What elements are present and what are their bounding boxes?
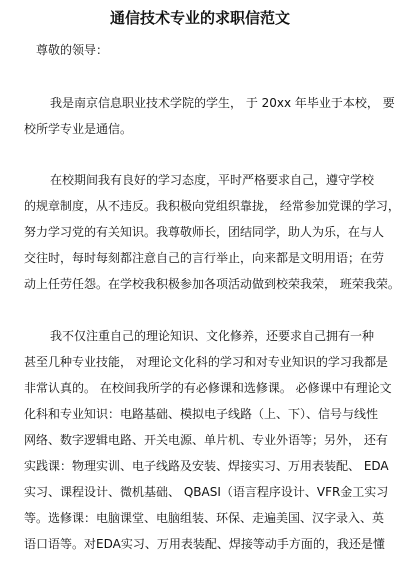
paragraph-1-line-2: 校所学专业是通信。	[24, 122, 133, 136]
paragraph-3-line-1: 我不仅注重自己的理论知识、文化修养，还要求自己拥有一种	[50, 329, 375, 343]
paragraph-3-line-6: 实践课：物理实训、电子线路及安装、焊接实习、万用表装配、 EDA	[24, 459, 389, 473]
paragraph-3-line-5: 网络、数字逻辑电路、开关电源、单片机、专业外语等；另外， 还有	[24, 433, 388, 447]
paragraph-3-line-8: 等。选修课：电脑课堂、电脑组装、环保、走遍美国、汉字录入、英	[24, 511, 385, 525]
paragraph-2-line-3: 努力学习党的有关知识。我尊敬师长，团结同学，助人为乐，在与人	[24, 225, 385, 239]
paragraph-3-line-4: 化科和专业知识：电路基础、模拟电子线路（上、下）、信号与线性	[24, 407, 379, 421]
paragraph-2-line-1: 在校期间我有良好的学习态度，平时严格要求自己，遵守学校	[50, 173, 375, 187]
paragraph-3-line-9: 语口语等。对EDA实习、万用表装配、焊接等动手方面的，我还是懂	[24, 537, 385, 551]
paragraph-2-line-4: 交往时，每时每刻都注意自己的言行举止，向来都是文明用语；在劳	[24, 251, 385, 265]
paragraph-3-line-3: 非常认真的。 在校间我所学的有必修课和选修课。 必修课中有理论文	[24, 381, 392, 395]
paragraph-2-line-2: 的规章制度，从不违反。我积极向党组织靠拢， 经常参加党课的学习，	[24, 199, 400, 213]
document-title: 通信技术专业的求职信范文	[109, 9, 290, 27]
paragraph-3-line-7: 实习、课程设计、微机基础、 QBASI（语言程序设计、VFR金工实习	[24, 485, 389, 499]
paragraph-1-line-1: 我是南京信息职业技术学院的学生， 于 20xx 年毕业于本校， 要	[50, 96, 395, 110]
paragraph-2-line-5: 动上任劳任怨。在学校我积极参加各项活动做到校荣我荣， 班荣我荣。	[24, 277, 400, 291]
salutation: 尊敬的领导：	[36, 43, 109, 57]
paragraph-3-line-2: 甚至几种专业技能， 对理论文化科的学习和对专业知识的学习我都是	[24, 355, 388, 369]
